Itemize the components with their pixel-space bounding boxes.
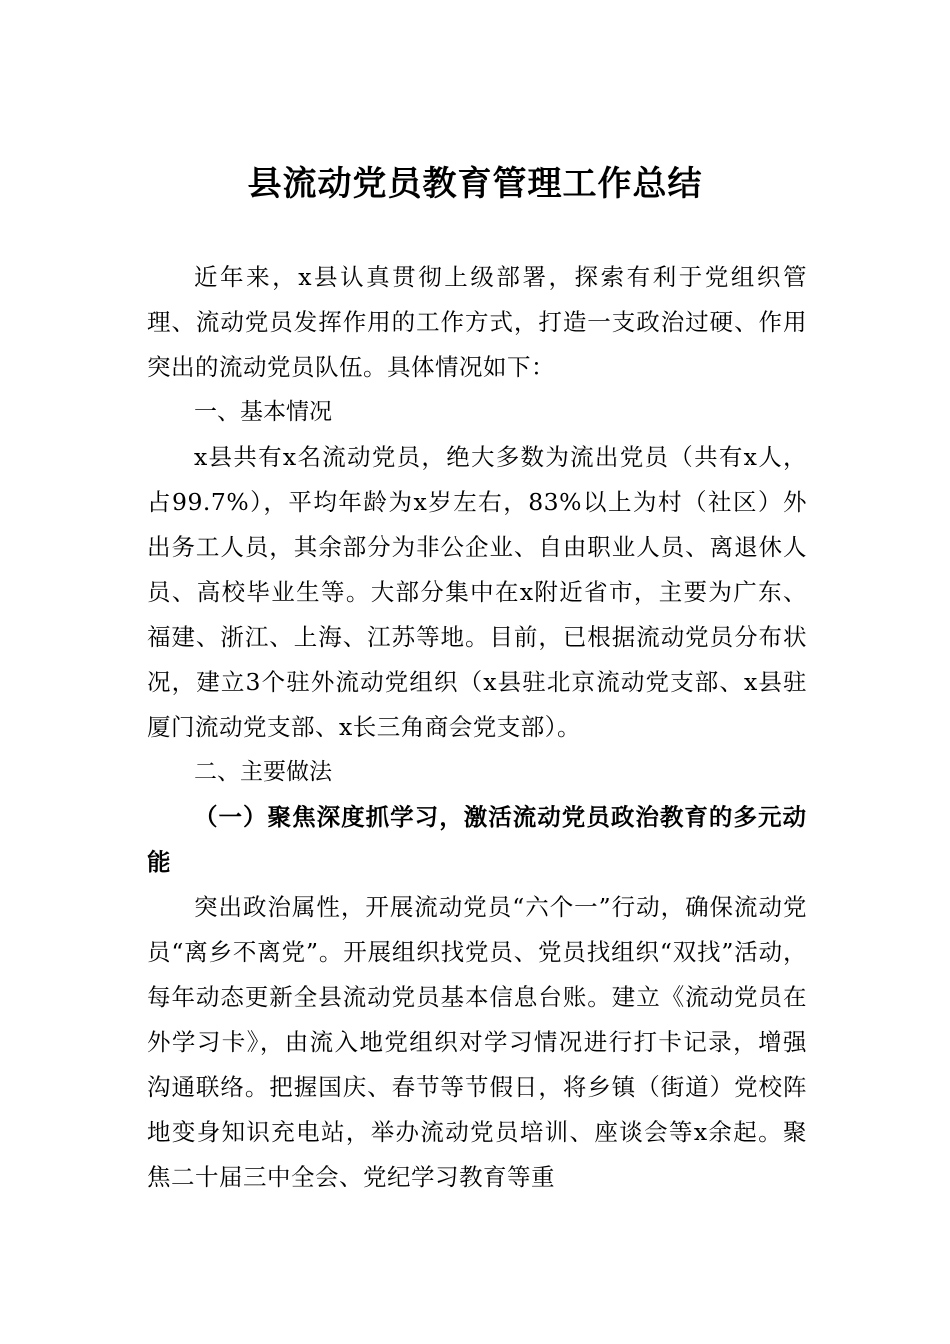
subsection-heading-study: （一）聚焦深度抓学习，激活流动党员政治教育的多元动能: [147, 803, 807, 876]
intro-paragraph: 近年来，x县认真贯彻上级部署，探索有利于党组织管理、流动党员发挥作用的工作方式，打造一支政治过硬、作用突出的流动党员队伍。具体情况如下：: [147, 263, 807, 381]
section-heading-basic-situation: 一、基本情况: [194, 399, 332, 425]
document-body: [147, 255, 807, 1200]
basic-situation-paragraph: x县共有x名流动党员，绝大多数为流出党员（共有x人，占99.7%），平均年龄为x岁左右，83%以上为村（社区）外出务工人员，其余部分为非公企业、自由职业人员、离退休人员、高校毕业生等。大部分集中在x附近省市，主要为广东、福建、浙江、上海、江苏等地。目前，已根据流动党员分布状况，建立3个驻外流动党组织（x县驻北京流动党支部、x县驻厦门流动党支部、x长三角商会党支部）。: [147, 443, 807, 741]
section-heading-main-practices: 二、主要做法: [194, 759, 332, 785]
document-title: 县流动党员教育管理工作总结: [247, 164, 703, 204]
study-paragraph: 突出政治属性，开展流动党员“六个一”行动，确保流动党员“离乡不离党”。开展组织找党员、党员找组织“双找”活动，每年动态更新全县流动党员基本信息台账。建立《流动党员在外学习卡》，由流入地党组织对学习情况进行打卡记录，增强沟通联络。把握国庆、春节等节假日，将乡镇（街道）党校阵地变身知识充电站，举办流动党员培训、座谈会等x余起。聚焦二十届三中全会、党纪学习教育等重: [147, 893, 807, 1191]
